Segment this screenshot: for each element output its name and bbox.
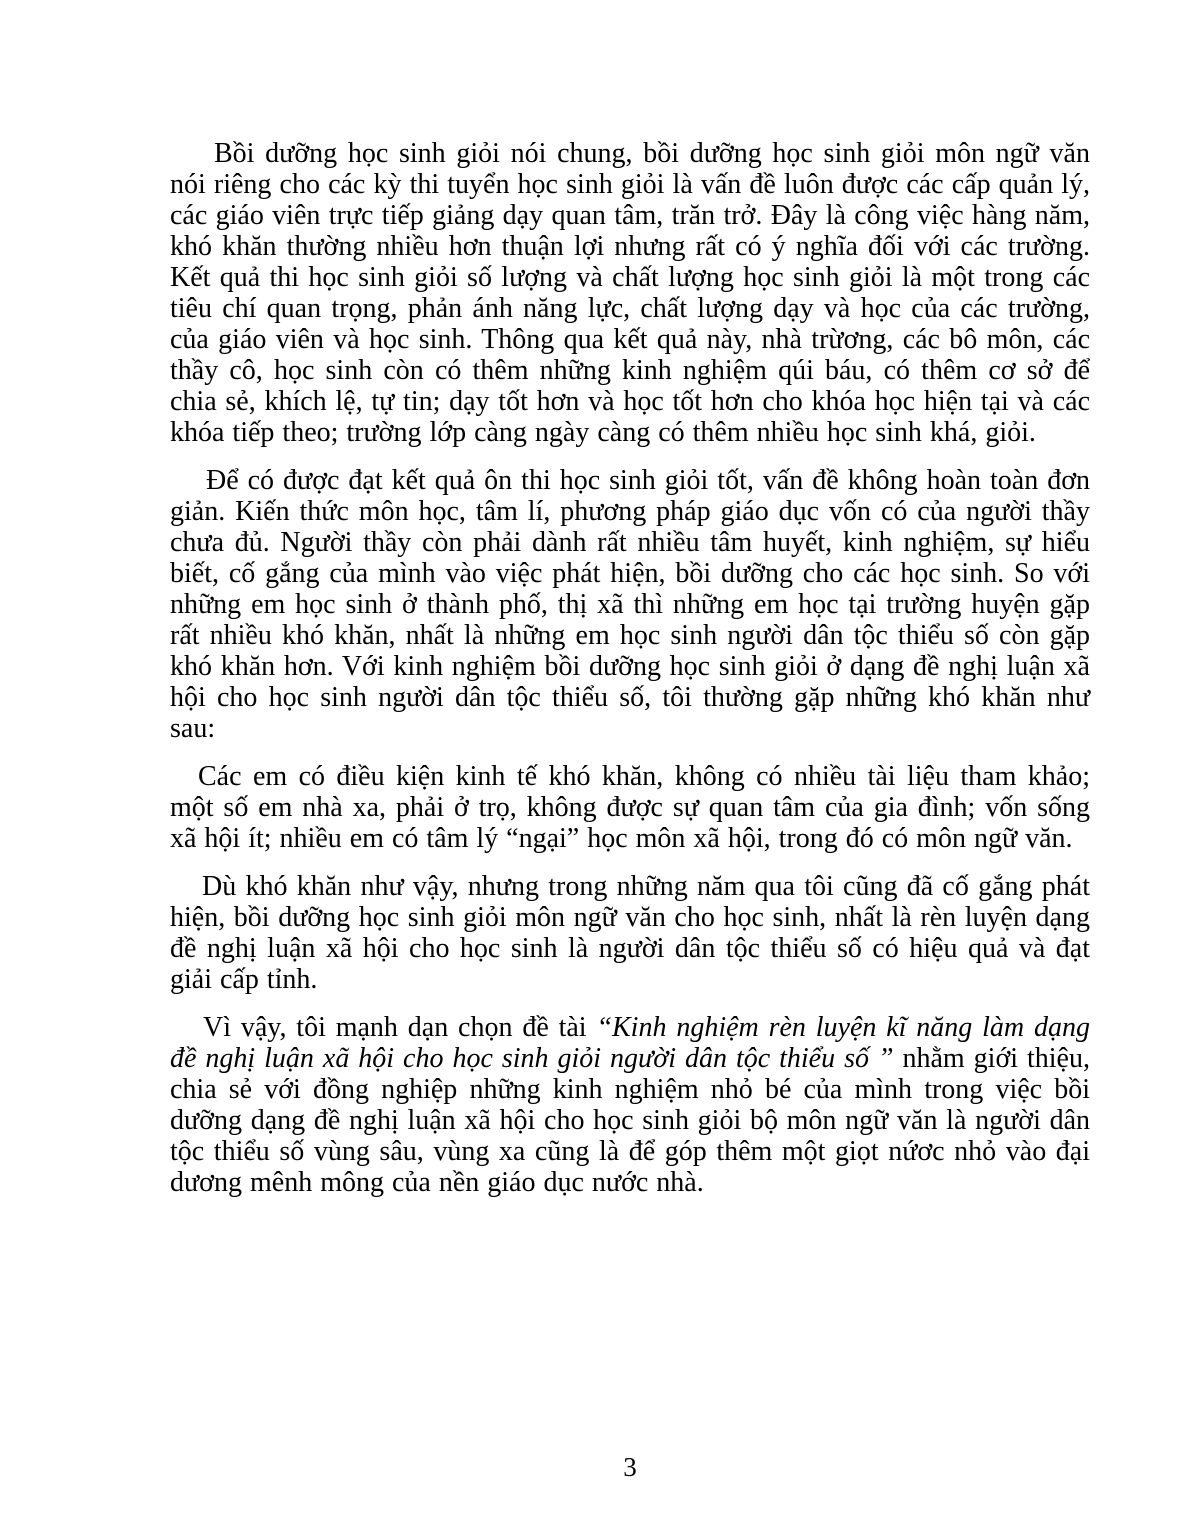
document-body [170, 138, 1090, 1198]
paragraph-topic-choice-rest: nhằm giới thiệu, chia sẻ với đồng nghiệp những kinh nghiệm nhỏ bé của mình trong việc bồi dưỡng dạng đề nghị luận xã hội cho học sinh giỏi bộ môn ngữ văn là người dân tộc thiểu số vùng sâu, vùng xa cũng là để góp thêm một giọt nứơc nhỏ vào đại dương mênh mông của nền giáo dục nước nhà. [170, 1043, 1090, 1198]
paragraph-intro: Bồi dưỡng học sinh giỏi nói chung, bồi dưỡng học sinh giỏi môn ngữ văn nói riêng cho các kỳ thi tuyển học sinh giỏi là vấn đề luôn được các cấp quản lý, các giáo viên trực tiếp giảng dạy quan tâm, trăn trở. Đây là công việc hàng năm, khó khăn thường nhiều hơn thuận lợi nhưng rất có ý nghĩa đối với các trường. Kết quả thi học sinh giỏi số lượng và chất lượng học sinh giỏi là một trong các tiêu chí quan trọng, phản ánh năng lực, chất lượng dạy và học của các trường, của giáo viên và học sinh. Thông qua kết quả này, nhà trừơng, các bô môn, các thầy cô, học sinh còn có thêm những kinh nghiệm qúi báu, có thêm cơ sở để chia sẻ, khích lệ, tự tin; dạy tốt hơn và học tốt hơn cho khóa học hiện tại và các khóa tiếp theo; trường lớp càng ngày càng có thêm nhiều học sinh khá, giỏi. [170, 138, 1090, 448]
paragraph-student-difficulties: Các em có điều kiện kinh tế khó khăn, không có nhiều tài liệu tham khảo; một số em nhà xa, phải ở trọ, không được sự quan tâm của gia đình; vốn sống xã hội ít; nhiều em có tâm lý “ngại” học môn xã hội, trong đó có môn ngữ văn. [170, 761, 1090, 854]
paragraph-topic-choice [170, 1012, 1090, 1198]
topic-title-quote: “Kinh nghiệm rèn luyện kĩ năng làm dạng đề nghị luận xã hội cho học sinh giỏi người dân tộc thiểu số ” [170, 1012, 1090, 1074]
paragraph-efforts: Dù khó khăn như vậy, nhưng trong những năm qua tôi cũng đã cố gắng phát hiện, bồi dưỡng học sinh giỏi môn ngữ văn cho học sinh, nhất là rèn luyện dạng đề nghị luận xã hội cho học sinh là người dân tộc thiểu số có hiệu quả và đạt giải cấp tỉnh. [170, 871, 1090, 995]
paragraph-challenges: Để có được đạt kết quả ôn thi học sinh giỏi tốt, vấn đề không hoàn toàn đơn giản. Kiến thức môn học, tâm lí, phương pháp giáo dục vốn có của người thầy chưa đủ. Người thầy còn phải dành rất nhiều tâm huyết, kinh nghiệm, sự hiểu biết, cố gắng của mình vào việc phát hiện, bồi dưỡng cho các học sinh. So với những em học sinh ở thành phố, thị xã thì những em học tại trường huyện gặp rất nhiều khó khăn, nhất là những em học sinh người dân tộc thiểu số còn gặp khó khăn hơn. Với kinh nghiệm bồi dưỡng học sinh giỏi ở dạng đề nghị luận xã hội cho học sinh người dân tộc thiểu số, tôi thường gặp những khó khăn như sau: [170, 465, 1090, 744]
paragraph-topic-choice-lead: Vì vậy, tôi mạnh dạn chọn đề tài [203, 1012, 597, 1043]
page-number: 3 [623, 1452, 637, 1482]
